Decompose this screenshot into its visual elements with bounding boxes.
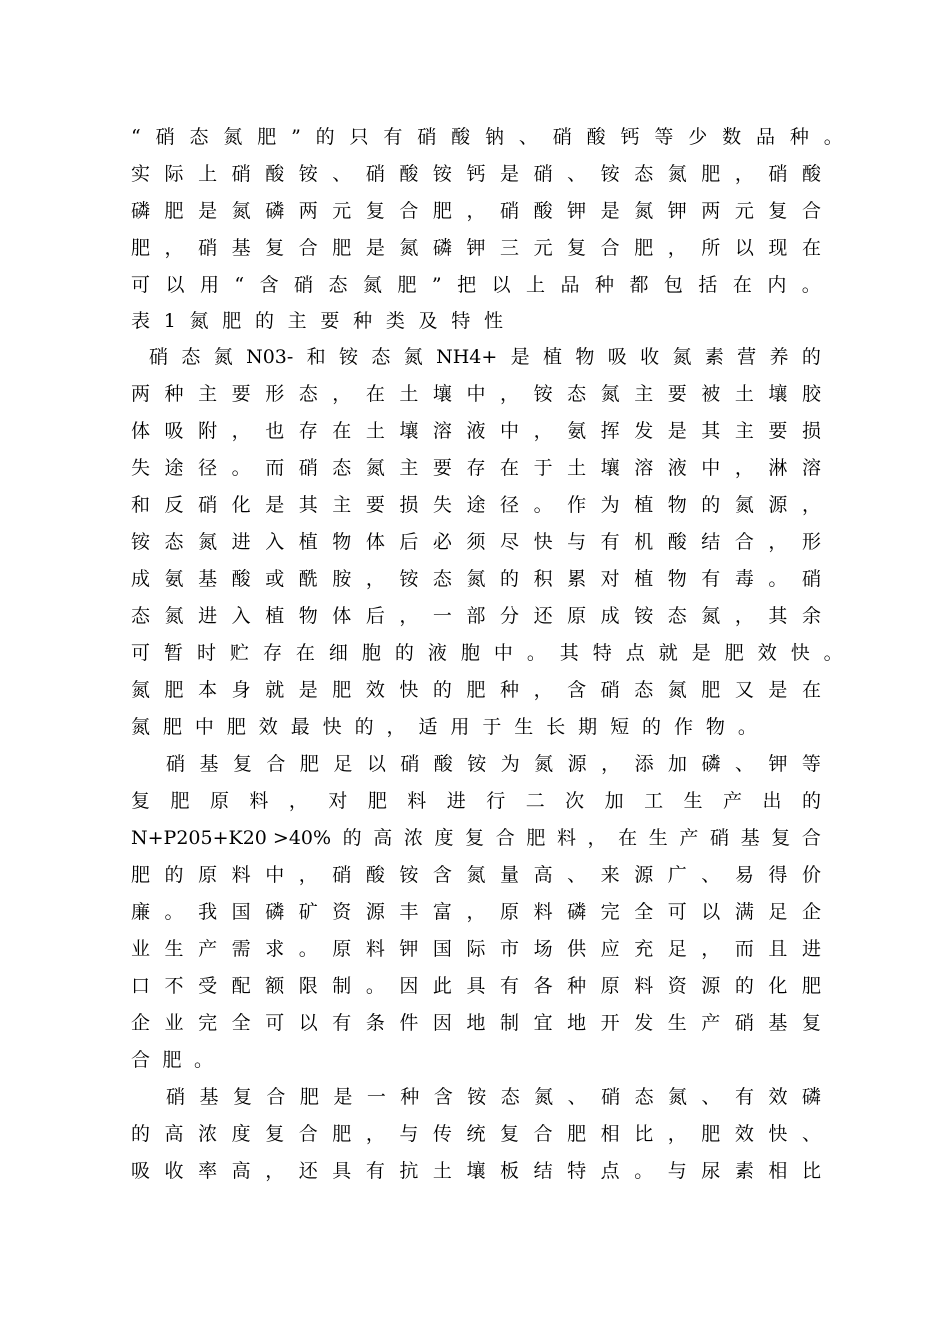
text-line: 企 业 完 全 可 以 有 条 件 因 地 制 宜 地 开 发 生 产 硝 基 复 (131, 1012, 821, 1034)
text-line: 可 暂 时 贮 存 在 细 胞 的 液 胞 中 。 其 特 点 就 是 肥 效 快 。 (131, 642, 843, 664)
text-line: 两 种 主 要 形 态 ， 在 土 壤 中 ， 铵 态 氮 主 要 被 土 壤 胶 (131, 383, 821, 405)
text-line: 实 际 上 硝 酸 铵 、 硝 酸 铵 钙 是 硝 、 铵 态 氮 肥 ， 硝 酸 (131, 163, 821, 185)
text-line: 和 反 硝 化 是 其 主 要 损 失 途 径 。 作 为 植 物 的 氮 源 ， (131, 494, 821, 516)
text-line: 氮 肥 本 身 就 是 肥 效 快 的 肥 种 ， 含 硝 态 氮 肥 又 是 在 (131, 679, 821, 701)
text-line: 铵 态 氮 进 入 植 物 体 后 必 须 尽 快 与 有 机 酸 结 合 ， 形 (131, 531, 821, 553)
text-line: 肥 ， 硝 基 复 合 肥 是 氮 磷 钾 三 元 复 合 肥 ， 所 以 现 在 (131, 237, 821, 259)
text-line: 吸 收 率 高 ， 还 具 有 抗 土 壤 板 结 特 点 。 与 尿 素 相 比 (131, 1160, 821, 1182)
text-line: N+P205+K20 >40% 的 高 浓 度 复 合 肥 料 ， 在 生 产 硝 基 复 合 (131, 827, 821, 849)
text-line: 硝 基 复 合 肥 是 一 种 含 铵 态 氮 、 硝 态 氮 、 有 效 磷 (166, 1086, 821, 1108)
text-line: 体 吸 附 ， 也 存 在 土 壤 溶 液 中 ， 氨 挥 发 是 其 主 要 损 (131, 420, 821, 442)
text-line: 廉 。 我 国 磷 矿 资 源 丰 富 ， 原 料 磷 完 全 可 以 满 足 企 (131, 901, 821, 923)
text-line: “ 硝 态 氮 肥 ” 的 只 有 硝 酸 钠 、 硝 酸 钙 等 少 数 品 种 。 (131, 126, 843, 148)
text-line: 可 以 用 “ 含 硝 态 氮 肥 ” 把 以 上 品 种 都 包 括 在 内 。 (131, 274, 821, 296)
text-line: 合 肥 。 (131, 1049, 213, 1071)
text-line: 表 1 氮 肥 的 主 要 种 类 及 特 性 (131, 310, 503, 332)
text-line: 失 途 径 。 而 硝 态 氮 主 要 存 在 于 土 壤 溶 液 中 ， 淋 溶 (131, 457, 821, 479)
text-line: 氮 肥 中 肥 效 最 快 的 ， 适 用 于 生 长 期 短 的 作 物 。 (131, 716, 757, 738)
text-line: 态 氮 进 入 植 物 体 后 ， 一 部 分 还 原 成 铵 态 氮 ， 其 余 (131, 605, 821, 627)
text-line: 成 氨 基 酸 或 酰 胺 ， 铵 态 氮 的 积 累 对 植 物 有 毒 。 硝 (131, 568, 821, 590)
text-line: 硝 基 复 合 肥 足 以 硝 酸 铵 为 氮 源 ， 添 加 磷 、 钾 等 (166, 753, 821, 775)
text-line: 硝 态 氮 N03- 和 铵 态 氮 NH4+ 是 植 物 吸 收 氮 素 营 养 的 (149, 346, 821, 368)
text-line: 口 不 受 配 额 限 制 。 因 此 具 有 各 种 原 料 资 源 的 化 肥 (131, 975, 821, 997)
text-line: 肥 的 原 料 中 ， 硝 酸 铵 含 氮 量 高 、 来 源 广 、 易 得 价 (131, 864, 821, 886)
text-line: 的 高 浓 度 复 合 肥 ， 与 传 统 复 合 肥 相 比 ， 肥 效 快 、 (131, 1123, 821, 1145)
text-line: 复 肥 原 料 ， 对 肥 料 进 行 二 次 加 工 生 产 出 的 (131, 790, 821, 812)
text-line: 磷 肥 是 氮 磷 两 元 复 合 肥 ， 硝 酸 钾 是 氮 钾 两 元 复 合 (131, 200, 821, 222)
text-line: 业 生 产 需 求 。 原 料 钾 国 际 市 场 供 应 充 足 ， 而 且 进 (131, 938, 821, 960)
